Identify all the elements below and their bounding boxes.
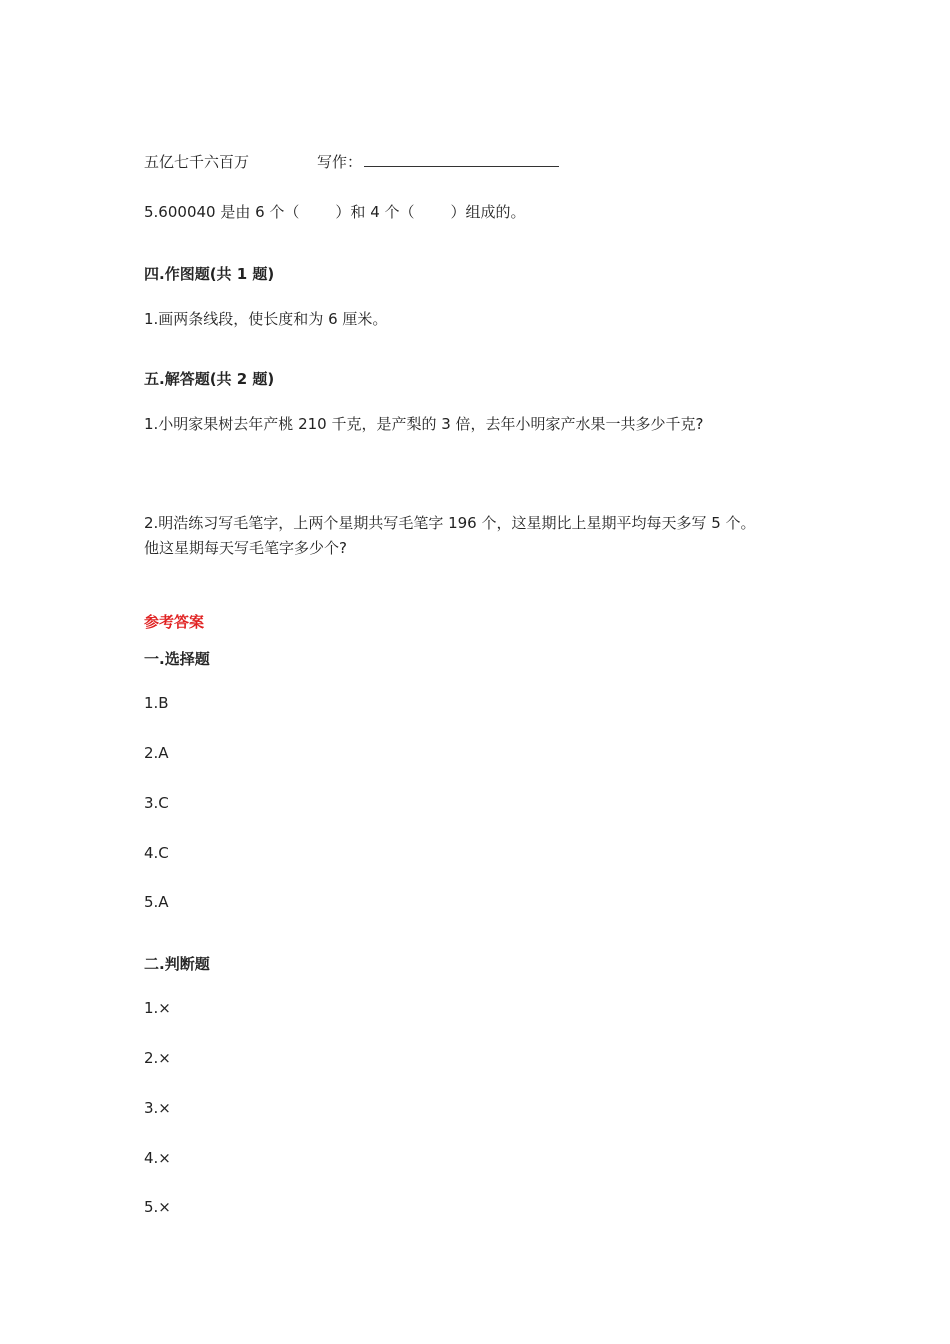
choice-answer-2: 2.A: [144, 744, 169, 762]
choice-answer-1: 1.B: [144, 694, 169, 712]
judge-heading: 二.判断题: [144, 955, 210, 973]
fill-item-5-part2: ）和 4 个（: [335, 203, 415, 221]
number-words: 五亿七千六百万: [144, 153, 250, 171]
judge-answer-4: 4.×: [144, 1149, 171, 1167]
choice-answer-5: 5.A: [144, 893, 169, 911]
section-5-question-2-line-1: 2.明浩练习写毛笔字，上两个星期共写毛笔字 196 个，这星期比上星期平均每天多写 5 个。: [144, 514, 756, 532]
choice-answer-3: 3.C: [144, 794, 169, 812]
section-5-question-1: 1.小明家果树去年产桃 210 千克，是产梨的 3 倍，去年小明家产水果一共多少千克?: [144, 415, 704, 433]
fill-item-5: [144, 202, 526, 222]
judge-answer-2: 2.×: [144, 1049, 171, 1067]
write-label: 写作：: [317, 153, 363, 171]
section-4-question-1: 1.画两条线段，使长度和为 6 厘米。: [144, 310, 388, 328]
section-5-heading: 五.解答题(共 2 题): [144, 370, 275, 388]
choice-answer-4: 4.C: [144, 844, 169, 862]
section-5-question-2-line-2: 他这星期每天写毛笔字多少个?: [144, 539, 347, 557]
choice-heading: 一.选择题: [144, 650, 210, 668]
judge-answer-3: 3.×: [144, 1099, 171, 1117]
answers-title: 参考答案: [144, 613, 205, 631]
fill-item-5-part3: ）组成的。: [450, 203, 526, 221]
answer-blank: [364, 152, 559, 167]
section-4-heading: 四.作图题(共 1 题): [144, 265, 275, 283]
judge-answer-1: 1.×: [144, 999, 171, 1017]
judge-answer-5: 5.×: [144, 1198, 171, 1216]
fill-item-5-part1: 5.600040 是由 6 个（: [144, 203, 300, 221]
fill-item-4: [144, 152, 559, 172]
